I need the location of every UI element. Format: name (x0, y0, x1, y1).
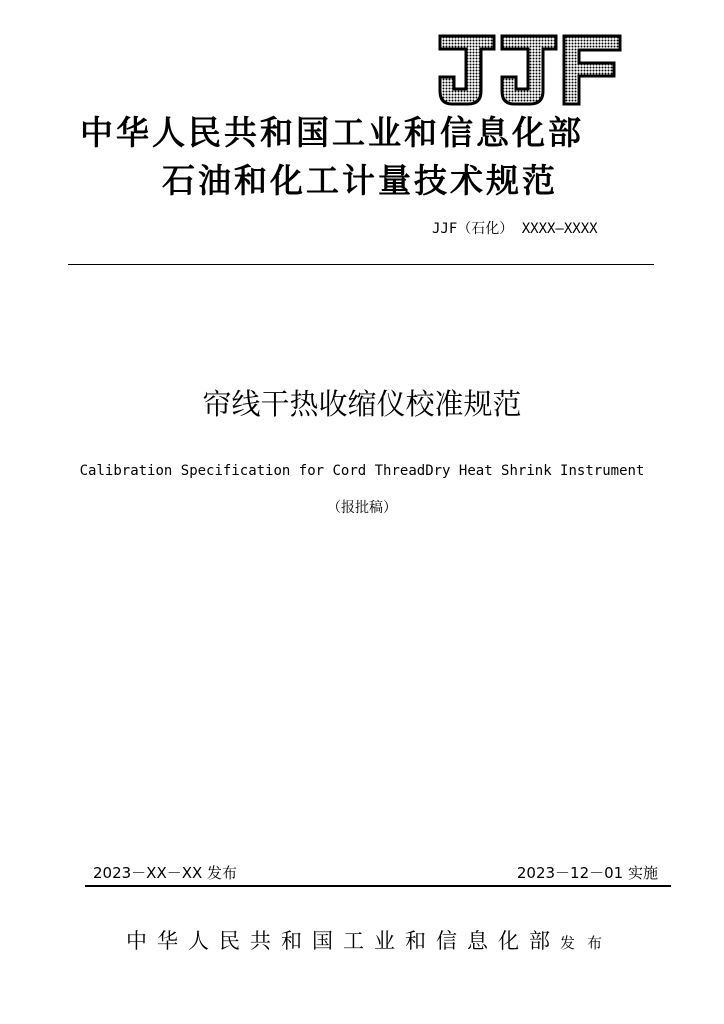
doc-number: JJF（石化） XXXX—XXXX (432, 221, 598, 237)
publisher-name: 中华人民共和国工业和信息化部 (126, 929, 560, 953)
draft-status: （报批稿） (327, 500, 397, 516)
document-title-cn: 帘线干热收缩仪校准规范 (202, 387, 522, 421)
header-divider (68, 264, 654, 265)
publisher-line (126, 925, 614, 955)
publish-label: 发布 (560, 934, 615, 952)
implementation-date: 2023－12－01 实施 (516, 864, 658, 882)
ministry-name: 中华人民共和国工业和信息化部 (80, 113, 584, 152)
footer-divider (85, 885, 671, 887)
spec-type: 石油和化工计量技术规范 (162, 161, 558, 200)
jjf-logo (436, 33, 624, 107)
document-title-en: Calibration Specification for Cord ThreadDry Heat Shrink Instrument (79, 463, 645, 479)
issue-date: 2023－XX－XX 发布 (93, 864, 238, 882)
